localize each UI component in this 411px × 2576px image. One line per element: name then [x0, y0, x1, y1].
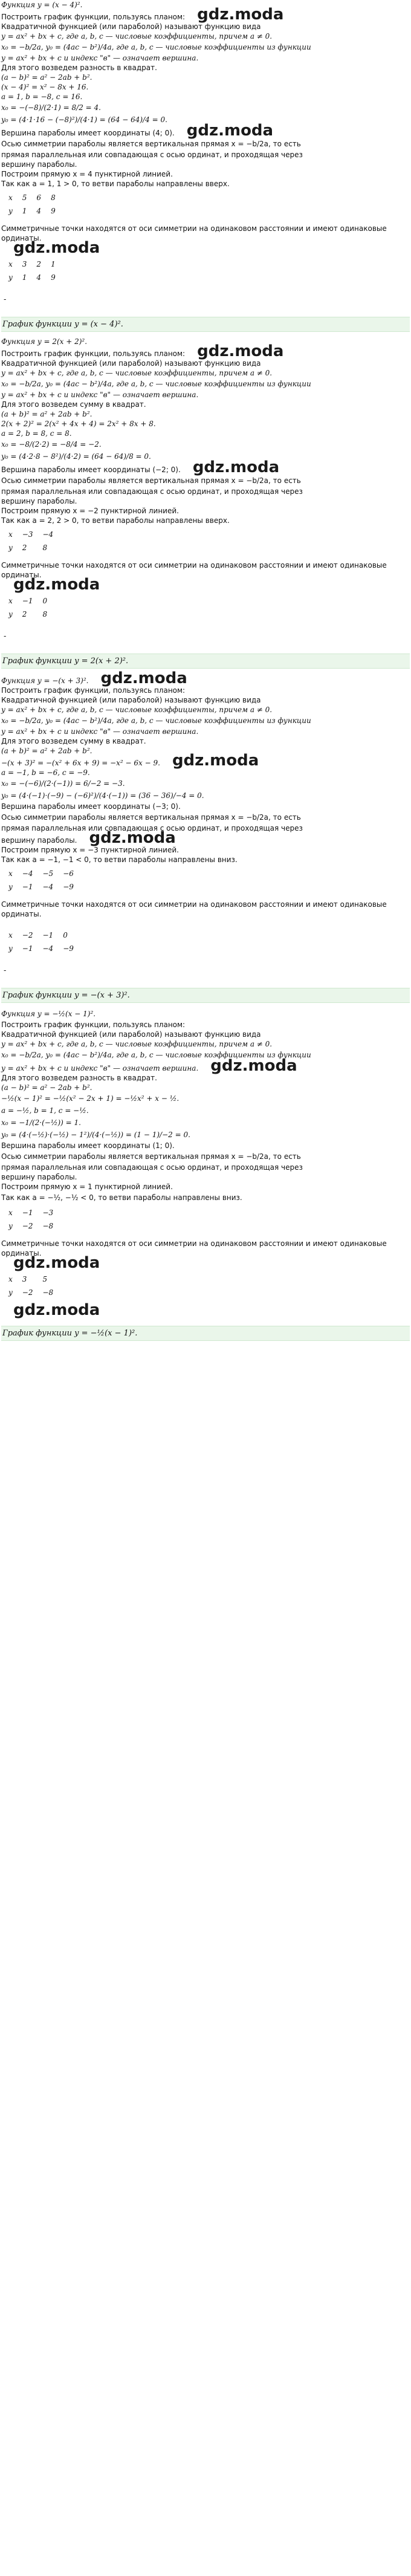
table-cell: −4 — [42, 883, 54, 891]
table-cell: 4 — [36, 273, 42, 282]
function-title: Функция y = −½(x − 1)². — [1, 1010, 96, 1018]
axis-line: Осью симметрии параболы является вертикальная прямая x = −b/2a, то есть — [1, 476, 301, 485]
table-cell: x — [8, 193, 13, 202]
table-cell: −1 — [42, 931, 54, 939]
table-cell: x — [8, 1209, 13, 1217]
table-cell: 2 — [22, 610, 27, 618]
expansion-line: 2(x + 2)² = 2(x² + 4x + 4) = 2x² + 8x + 8. — [1, 420, 156, 428]
table-cell: y — [8, 543, 13, 552]
values-table-2 — [4, 1273, 58, 1299]
table-cell: −5 — [42, 869, 54, 878]
vertex-formula-line: x₀ = −b/2a, y₀ = (4ac − b²)/4a, где a, b, c — числовые коэффициенты из функции — [1, 43, 311, 51]
axis-line-2: прямая параллельная или совпадающая с осью ординат, и проходящая через — [1, 151, 303, 159]
table-cell: −4 — [22, 869, 33, 878]
dashed-line-step: Построим прямую x = 4 пунктирной линией. — [1, 170, 173, 178]
watermark: gdz.moda — [197, 342, 284, 360]
formula-line: y = ax² + bx + c, где a, b, c — числовые коэффициенты, причем a ≠ 0. — [1, 32, 273, 41]
plan-line: Построить график функции, пользуясь планом: — [1, 349, 186, 358]
values-table-2 — [4, 929, 79, 955]
values-table-1 — [4, 867, 79, 894]
y-vertex-line: y₀ = (4·2·8 − 8²)/(4·2) = (64 − 64)/8 = 0. — [1, 452, 151, 461]
dashed-line-step: Построим прямую x = 1 пунктирной линией. — [1, 1183, 173, 1191]
table-cell: −1 — [22, 944, 33, 953]
table-cell: y — [8, 610, 13, 618]
table-cell: −8 — [42, 1288, 54, 1297]
solution-section-3 — [0, 669, 411, 1003]
dashed-line-step: Построим прямую x = −2 пунктирной линией. — [1, 507, 179, 515]
table-cell: 8 — [42, 543, 48, 552]
vertex-line: Вершина параболы имеет координаты (−3; 0). — [1, 802, 181, 811]
coefficients-line: a = 2, b = 8, c = 8. — [1, 429, 72, 438]
expansion-line: (x − 4)² = x² − 8x + 16. — [1, 83, 89, 91]
graph-caption: График функции y = −½(x − 1)². — [1, 1326, 410, 1341]
table-cell: −2 — [22, 931, 33, 939]
watermark: gdz.moda — [192, 458, 280, 476]
plan-line: Построить график функции, пользуясь планом: — [1, 686, 186, 695]
watermark: gdz.moda — [210, 1057, 297, 1075]
table-cell: 3 — [22, 1275, 27, 1283]
values-table-1 — [4, 191, 60, 218]
table-cell: 1 — [22, 273, 27, 282]
coefficients-line: a = −1, b = −6, c = −9. — [1, 768, 90, 777]
axis-line-2: прямая параллельная или совпадающая с осью ординат, и проходящая через — [1, 1163, 303, 1172]
y-vertex-line: y₀ = (4·(−½)·(−½) − 1²)/(4·(−½)) = (1 − 1)/−2 = 0. — [1, 1131, 190, 1139]
separator: - — [4, 632, 7, 640]
watermark: gdz.moda — [172, 751, 259, 770]
watermark: gdz.moda — [13, 239, 100, 257]
step-line: Для этого возведем сумму в квадрат. — [1, 400, 146, 409]
table-cell: 2 — [22, 543, 27, 552]
formula-line: y = ax² + bx + c, где a, b, c — числовые коэффициенты, причем a ≠ 0. — [1, 706, 273, 714]
table-cell: x — [8, 260, 13, 268]
axis-line-3: вершину параболы. — [1, 836, 77, 845]
branches-line: Так как a = −½, −½ < 0, то ветви параболы направлены вниз. — [1, 1193, 242, 1202]
watermark: gdz.moda — [13, 576, 100, 594]
definition-line: Квадратичной функцией (или параболой) называют функцию вида — [1, 696, 261, 704]
watermark: gdz.moda — [197, 5, 284, 24]
step-line: Для этого возведем разность в квадрат. — [1, 1074, 157, 1082]
table-cell: 8 — [51, 193, 56, 202]
solution-section-2 — [0, 337, 411, 669]
symmetry-note: Симметричные точки находятся от оси симметрии на одинаковом расстоянии и имеют одинаковые ординаты. — [1, 224, 387, 242]
graph-caption: График функции y = (x − 4)². — [1, 317, 410, 332]
table-cell: 5 — [42, 1275, 48, 1283]
separator: - — [4, 295, 7, 303]
vertex-formula-line: x₀ = −b/2a, y₀ = (4ac − b²)/4a, где a, b, c — числовые коэффициенты из функции — [1, 716, 311, 725]
plan-line: Построить график функции, пользуясь планом: — [1, 13, 186, 21]
table-cell: −1 — [22, 1209, 33, 1217]
axis-line-2: прямая параллельная или совпадающая с осью ординат, и проходящая через — [1, 824, 303, 832]
axis-line-3: вершину параболы. — [1, 497, 77, 505]
table-cell: 9 — [51, 207, 56, 215]
table-cell: −6 — [63, 869, 74, 878]
table-cell: −1 — [22, 597, 33, 605]
y-vertex-line: y₀ = (4·1·16 − (−8)²)/(4·1) = (64 − 64)/4 = 0. — [1, 115, 167, 124]
graph-caption: График функции y = 2(x + 2)². — [1, 654, 410, 669]
function-title: Функция y = (x − 4)². — [1, 1, 83, 9]
branches-line: Так как a = 1, 1 > 0, то ветви параболы направлены вверх. — [1, 180, 230, 188]
definition-line: Квадратичной функцией (или параболой) называют функцию вида — [1, 22, 261, 31]
table-cell: 0 — [42, 597, 48, 605]
watermark: gdz.moda — [89, 829, 176, 847]
axis-line: Осью симметрии параболы является вертикальная прямая x = −b/2a, то есть — [1, 140, 301, 148]
table-cell: −2 — [22, 1288, 33, 1297]
symmetry-note: Симметричные точки находятся от оси симметрии на одинаковом расстоянии и имеют одинаковые ординаты. — [1, 1239, 387, 1257]
table-cell: x — [8, 931, 13, 939]
step-line: Для этого возведем сумму в квадрат. — [1, 737, 146, 745]
table-cell: y — [8, 944, 13, 953]
table-cell: 1 — [51, 260, 56, 268]
function-title: Функция y = −(x + 3)². — [1, 676, 89, 685]
solution-section-1 — [0, 0, 411, 332]
y-vertex-line: y₀ = (4·(−1)·(−9) − (−6)²)/(4·(−1)) = (36 − 36)/−4 = 0. — [1, 791, 204, 800]
table-cell: 5 — [22, 193, 27, 202]
table-cell: −8 — [42, 1222, 54, 1230]
x-vertex-line: x₀ = −1/(2·(−½)) = 1. — [1, 1118, 81, 1127]
table-cell: x — [8, 530, 13, 539]
dashed-line-step: Построим прямую x = −3 пунктирной линией. — [1, 846, 179, 854]
coefficients-line: a = −½, b = 1, c = −½. — [1, 1106, 89, 1115]
table-cell: y — [8, 207, 13, 215]
table-cell: 6 — [36, 193, 42, 202]
vertex-line: Вершина параболы имеет координаты (1; 0). — [1, 1141, 175, 1150]
table-cell: x — [8, 1275, 13, 1283]
table-cell: −9 — [63, 944, 74, 953]
branches-line: Так как a = −1, −1 < 0, то ветви параболы направлены вниз. — [1, 855, 238, 864]
formula-line: y = ax² + bx + c, где a, b, c — числовые коэффициенты, причем a ≠ 0. — [1, 369, 273, 377]
watermark: gdz.moda — [13, 1301, 100, 1319]
graph-caption: График функции y = −(x + 3)². — [1, 988, 410, 1003]
table-cell: 2 — [36, 260, 42, 268]
identity-line: (a + b)² = a² + 2ab + b². — [1, 410, 92, 418]
branches-line: Так как a = 2, 2 > 0, то ветви параболы направлены вверх. — [1, 516, 230, 525]
vertex-formula-line: x₀ = −b/2a, y₀ = (4ac − b²)/4a, где a, b, c — числовые коэффициенты из функции — [1, 1051, 311, 1059]
identity-line: (a − b)² = a² − 2ab + b². — [1, 1083, 92, 1092]
table-cell: x — [8, 869, 13, 878]
table-cell: y — [8, 1288, 13, 1297]
axis-line: Осью симметрии параболы является вертикальная прямая x = −b/2a, то есть — [1, 1152, 301, 1161]
definition-line: Квадратичной функцией (или параболой) называют функцию вида — [1, 1030, 261, 1039]
vertex-line: Вершина параболы имеет координаты (−2; 0). — [1, 466, 181, 474]
table-cell: 3 — [22, 260, 27, 268]
separator: - — [4, 966, 7, 975]
table-cell: −4 — [42, 944, 54, 953]
formula-line: y = ax² + bx + c, где a, b, c — числовые коэффициенты, причем a ≠ 0. — [1, 1040, 273, 1048]
table-cell: 0 — [63, 931, 68, 939]
table-cell: 4 — [36, 207, 42, 215]
watermark: gdz.moda — [100, 669, 187, 687]
table-cell: 9 — [51, 273, 56, 282]
values-table-1 — [4, 528, 58, 554]
values-table-2 — [4, 258, 60, 284]
table-cell: 8 — [42, 610, 48, 618]
function-title: Функция y = 2(x + 2)². — [1, 337, 88, 346]
formula-note-line: y = ax² + bx + c и индекс "в" — означает вершина. — [1, 1064, 199, 1072]
table-cell: −3 — [42, 1209, 54, 1217]
x-vertex-line: x₀ = −8/(2·2) = −8/4 = −2. — [1, 440, 102, 449]
table-cell: y — [8, 273, 13, 282]
axis-line: Осью симметрии параболы является вертикальная прямая x = −b/2a, то есть — [1, 813, 301, 822]
expansion-line: −½(x − 1)² = −½(x² − 2x + 1) = −½x² + x − ½. — [1, 1094, 180, 1103]
symmetry-note: Симметричные точки находятся от оси симметрии на одинаковом расстоянии и имеют одинаковые ординаты. — [1, 561, 387, 579]
coefficients-line: a = 1, b = −8, c = 16. — [1, 92, 83, 101]
x-vertex-line: x₀ = −(−8)/(2·1) = 8/2 = 4. — [1, 103, 101, 112]
identity-line: (a − b)² = a² − 2ab + b². — [1, 73, 92, 82]
table-cell: −4 — [42, 530, 54, 539]
x-vertex-line: x₀ = −(−6)/(2·(−1)) = 6/−2 = −3. — [1, 779, 125, 788]
solution-section-4 — [0, 1008, 411, 1341]
table-cell: −1 — [22, 883, 33, 891]
watermark: gdz.moda — [186, 122, 274, 140]
axis-line-3: вершину параболы. — [1, 160, 77, 169]
formula-note-line: y = ax² + bx + c и индекс "в" — означает вершина. — [1, 727, 199, 736]
table-cell: x — [8, 597, 13, 605]
step-line: Для этого возведем разность в квадрат. — [1, 63, 157, 72]
vertex-formula-line: x₀ = −b/2a, y₀ = (4ac − b²)/4a, где a, b, c — числовые коэффициенты из функции — [1, 380, 311, 388]
table-cell: −3 — [22, 530, 33, 539]
table-cell: −9 — [63, 883, 74, 891]
values-table-1 — [4, 1206, 58, 1233]
expansion-line: −(x + 3)² = −(x² + 6x + 9) = −x² − 6x − 9. — [1, 759, 160, 767]
plan-line: Построить график функции, пользуясь планом: — [1, 1020, 186, 1029]
vertex-line: Вершина параболы имеет координаты (4; 0). — [1, 129, 175, 137]
table-cell: y — [8, 883, 13, 891]
axis-line-2: прямая параллельная или совпадающая с осью ординат, и проходящая через — [1, 487, 303, 496]
formula-note-line: y = ax² + bx + c и индекс "в" — означает вершина. — [1, 391, 199, 399]
watermark: gdz.moda — [13, 1254, 100, 1272]
table-cell: y — [8, 1222, 13, 1230]
table-cell: 1 — [22, 207, 27, 215]
table-cell: −2 — [22, 1222, 33, 1230]
values-table-2 — [4, 594, 52, 621]
axis-line-3: вершину параболы. — [1, 1173, 77, 1181]
identity-line: (a + b)² = a² + 2ab + b². — [1, 747, 92, 755]
formula-note-line: y = ax² + bx + c и индекс "в" — означает вершина. — [1, 54, 199, 62]
definition-line: Квадратичной функцией (или параболой) называют функцию вида — [1, 359, 261, 368]
symmetry-note: Симметричные точки находятся от оси симметрии на одинаковом расстоянии и имеют одинаковые ординаты. — [1, 900, 387, 918]
